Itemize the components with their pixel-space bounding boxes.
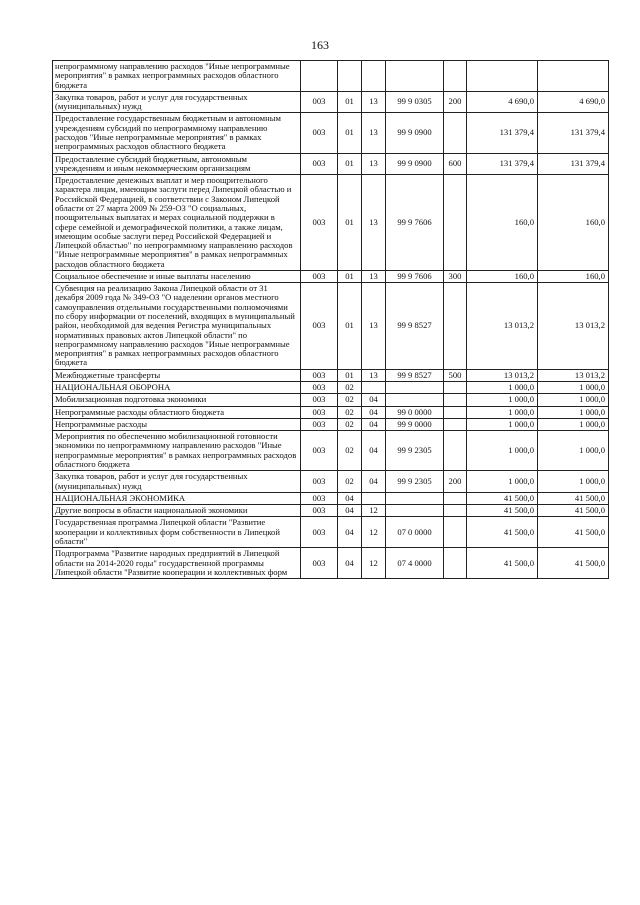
amount-year2-cell: 41 500,0 [538,517,609,548]
expense-type-cell [444,113,467,153]
amount-year1-cell: 4 690,0 [467,91,538,113]
section-code-cell: 02 [338,431,362,471]
expense-type-cell [444,175,467,271]
section-code-cell: 02 [338,394,362,406]
section-code-cell: 02 [338,382,362,394]
target-article-cell: 99 9 8527 [386,369,444,381]
amount-year1-cell: 13 013,2 [467,283,538,370]
admin-code-cell: 003 [301,517,338,548]
subsection-code-cell: 13 [362,369,386,381]
expense-name-cell: Закупка товаров, работ и услуг для государственных (муниципальных) нужд [53,471,301,493]
target-article-cell: 99 9 7606 [386,270,444,282]
expense-type-cell [444,382,467,394]
subsection-code-cell: 04 [362,431,386,471]
table-row [53,382,609,394]
target-article-cell [386,492,444,504]
expense-type-cell: 200 [444,471,467,493]
section-code-cell: 04 [338,492,362,504]
target-article-cell: 99 9 0305 [386,91,444,113]
admin-code-cell: 003 [301,431,338,471]
subsection-code-cell: 13 [362,175,386,271]
subsection-code-cell [362,382,386,394]
expense-name-cell: Предоставление государственным бюджетным и автономным учреждениям субсидий по непрограммному направлению расходов "Иные непрограммные мероприятия" в рамках непрограммных расходов областного бюджета [53,113,301,153]
section-code-cell: 01 [338,175,362,271]
expense-name-cell: Подпрограмма "Развитие народных предприятий в Липецкой области на 2014-2020 годы" государственной программы Липецкой области "Развитие кооперации и коллективных форм [53,548,301,579]
expense-name-cell: Субвенция на реализацию Закона Липецкой области от 31 декабря 2009 года № 349-ОЗ "О наделении органов местного самоуправления отдельными государственными полномочиями по сбору информации от поселений, входящих в муниципальный район, необходимой для ведения Регистра муниципальных нормативных правовых актов Липецкой области" по непрограммному направлению расходов "Иные непрограммные мероприятия" в рамках непрограммных расходов областного бюджета [53,283,301,370]
amount-year1-cell: 1 000,0 [467,394,538,406]
amount-year2-cell: 1 000,0 [538,382,609,394]
expense-type-cell [444,283,467,370]
amount-year1-cell: 41 500,0 [467,517,538,548]
table-row [53,113,609,153]
table-row [53,175,609,271]
expense-name-cell: НАЦИОНАЛЬНАЯ ЭКОНОМИКА [53,492,301,504]
expense-name-cell: Предоставление денежных выплат и мер поощрительного характера лицам, имеющим заслуги перед Липецкой областью и Российской Федерацией, в соответствии с Законом Липецкой области от 27 марта 2009 № 259-ОЗ "О социальных, поощрительных выплатах и мерах социальной поддержки в сфере семейной и демографической политики, а также лицам, имеющим особые заслуги перед Российской Федерацией и Липецкой областью" по непрограммному направлению расходов "Иные непрограммные мероприятия" в рамках непрограммных расходов областного бюджета [53,175,301,271]
target-article-cell [386,382,444,394]
expense-type-cell [444,492,467,504]
amount-year2-cell: 13 013,2 [538,369,609,381]
table-row [53,91,609,113]
amount-year2-cell: 1 000,0 [538,471,609,493]
amount-year2-cell: 160,0 [538,175,609,271]
target-article-cell: 99 9 2305 [386,431,444,471]
expense-name-cell: Закупка товаров, работ и услуг для государственных (муниципальных) нужд [53,91,301,113]
subsection-code-cell: 12 [362,505,386,517]
budget-table [52,60,609,579]
section-code-cell: 04 [338,548,362,579]
subsection-code-cell: 13 [362,270,386,282]
target-article-cell: 99 9 0000 [386,418,444,430]
subsection-code-cell: 12 [362,548,386,579]
admin-code-cell: 003 [301,492,338,504]
expense-name-cell: НАЦИОНАЛЬНАЯ ОБОРОНА [53,382,301,394]
subsection-code-cell [362,61,386,92]
section-code-cell: 02 [338,471,362,493]
table-row [53,471,609,493]
expense-name-cell: Предоставление субсидий бюджетным, автономным учреждениям и иным некоммерческим организациям [53,153,301,175]
admin-code-cell: 003 [301,471,338,493]
subsection-code-cell: 04 [362,406,386,418]
section-code-cell: 01 [338,113,362,153]
amount-year2-cell: 1 000,0 [538,431,609,471]
amount-year2-cell: 1 000,0 [538,394,609,406]
admin-code-cell: 003 [301,505,338,517]
section-code-cell: 01 [338,153,362,175]
page-number: 163 [311,38,329,52]
table-row [53,61,609,92]
expense-type-cell: 600 [444,153,467,175]
table-row [53,492,609,504]
admin-code-cell: 003 [301,91,338,113]
expense-name-cell: Государственная программа Липецкой области "Развитие кооперации и коллективных форм собственности в Липецкой области" [53,517,301,548]
expense-type-cell [444,394,467,406]
section-code-cell: 02 [338,418,362,430]
amount-year1-cell: 1 000,0 [467,382,538,394]
amount-year2-cell: 41 500,0 [538,505,609,517]
target-article-cell: 07 0 0000 [386,517,444,548]
target-article-cell: 99 9 0900 [386,113,444,153]
expense-type-cell: 500 [444,369,467,381]
table-row [53,394,609,406]
expense-type-cell [444,61,467,92]
section-code-cell: 01 [338,270,362,282]
amount-year1-cell [467,61,538,92]
table-row [53,548,609,579]
admin-code-cell: 003 [301,369,338,381]
amount-year1-cell: 41 500,0 [467,548,538,579]
amount-year1-cell: 1 000,0 [467,418,538,430]
section-code-cell: 04 [338,517,362,548]
expense-type-cell: 300 [444,270,467,282]
subsection-code-cell: 13 [362,91,386,113]
admin-code-cell [301,61,338,92]
section-code-cell: 01 [338,369,362,381]
subsection-code-cell: 04 [362,394,386,406]
admin-code-cell: 003 [301,418,338,430]
target-article-cell [386,394,444,406]
admin-code-cell: 003 [301,406,338,418]
admin-code-cell: 003 [301,270,338,282]
amount-year1-cell: 1 000,0 [467,406,538,418]
table-row [53,283,609,370]
target-article-cell: 99 9 0900 [386,153,444,175]
amount-year1-cell: 131 379,4 [467,113,538,153]
expense-type-cell [444,548,467,579]
table-row [53,431,609,471]
target-article-cell: 99 0 0000 [386,406,444,418]
amount-year1-cell: 1 000,0 [467,431,538,471]
target-article-cell: 07 4 0000 [386,548,444,579]
amount-year1-cell: 131 379,4 [467,153,538,175]
amount-year1-cell: 160,0 [467,175,538,271]
amount-year2-cell: 4 690,0 [538,91,609,113]
expense-type-cell [444,517,467,548]
table-row [53,517,609,548]
amount-year2-cell: 160,0 [538,270,609,282]
section-code-cell: 01 [338,91,362,113]
subsection-code-cell: 12 [362,517,386,548]
expense-name-cell: Межбюджетные трансферты [53,369,301,381]
table-row [53,153,609,175]
expense-name-cell: Мероприятия по обеспечению мобилизационной готовности экономики по непрограммному направлению расходов "Иные непрограммные мероприятия" в рамках непрограммных расходов областного бюджета [53,431,301,471]
amount-year1-cell: 160,0 [467,270,538,282]
subsection-code-cell: 13 [362,283,386,370]
admin-code-cell: 003 [301,394,338,406]
admin-code-cell: 003 [301,382,338,394]
expense-name-cell: Другие вопросы в области национальной экономики [53,505,301,517]
amount-year2-cell: 131 379,4 [538,153,609,175]
amount-year1-cell: 13 013,2 [467,369,538,381]
section-code-cell: 02 [338,406,362,418]
expense-name-cell: Социальное обеспечение и иные выплаты населению [53,270,301,282]
target-article-cell [386,505,444,517]
expense-name-cell: Непрограммные расходы областного бюджета [53,406,301,418]
section-code-cell: 04 [338,505,362,517]
target-article-cell: 99 9 8527 [386,283,444,370]
admin-code-cell: 003 [301,175,338,271]
admin-code-cell: 003 [301,283,338,370]
subsection-code-cell [362,492,386,504]
table-body [53,61,609,579]
section-code-cell [338,61,362,92]
amount-year2-cell: 1 000,0 [538,406,609,418]
amount-year2-cell: 41 500,0 [538,492,609,504]
subsection-code-cell: 13 [362,153,386,175]
expense-name-cell: Мобилизационная подготовка экономики [53,394,301,406]
admin-code-cell: 003 [301,113,338,153]
amount-year1-cell: 41 500,0 [467,492,538,504]
target-article-cell [386,61,444,92]
expense-type-cell: 200 [444,91,467,113]
amount-year1-cell: 1 000,0 [467,471,538,493]
expense-type-cell [444,431,467,471]
expense-type-cell [444,505,467,517]
table-row [53,418,609,430]
subsection-code-cell: 04 [362,418,386,430]
target-article-cell: 99 9 2305 [386,471,444,493]
amount-year1-cell: 41 500,0 [467,505,538,517]
amount-year2-cell: 41 500,0 [538,548,609,579]
amount-year2-cell: 1 000,0 [538,418,609,430]
expense-name-cell: непрограммному направлению расходов "Иные непрограммные мероприятия" в рамках непрограммных расходов областного бюджета [53,61,301,92]
table-row [53,505,609,517]
table-row [53,406,609,418]
table-row [53,369,609,381]
table-row [53,270,609,282]
section-code-cell: 01 [338,283,362,370]
amount-year2-cell [538,61,609,92]
subsection-code-cell: 13 [362,113,386,153]
admin-code-cell: 003 [301,153,338,175]
subsection-code-cell: 04 [362,471,386,493]
target-article-cell: 99 9 7606 [386,175,444,271]
expense-type-cell [444,406,467,418]
amount-year2-cell: 13 013,2 [538,283,609,370]
expense-name-cell: Непрограммные расходы [53,418,301,430]
expense-type-cell [444,418,467,430]
amount-year2-cell: 131 379,4 [538,113,609,153]
admin-code-cell: 003 [301,548,338,579]
